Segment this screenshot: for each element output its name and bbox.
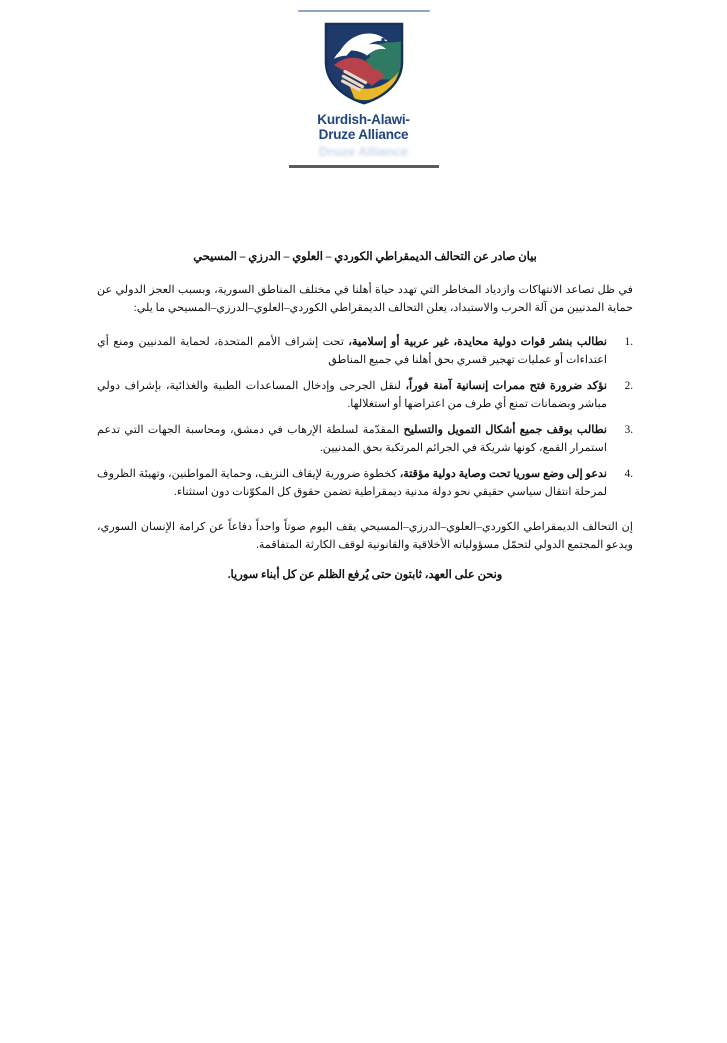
list-item [97,378,633,413]
logo-top-accent-line [298,10,430,12]
list-item-number: 3. [624,424,633,436]
letterhead [0,10,727,168]
list-item-number: 1. [624,336,633,348]
organization-wordmark-line1: Kurdish-Alawi- [317,112,410,127]
organization-wordmark-ghost: Druze Alliance [318,144,409,159]
list-item-number: 2. [624,380,633,392]
list-item-text: كخطوة ضرورية لإيقاف النزيف، وحماية المواطنين، وتهيئة الظروف لمرحلة انتقال سياسي حقيقي نحو دولة مدنية ديمقراطية تضمن حقوق كل المكوّنات دون استثناء. [97,468,607,498]
shield-dove-handshake-icon [316,16,412,108]
list-item [97,422,633,457]
closing-paragraph: إن التحالف الديمقراطي الكوردي–العلوي–الدرزي–المسيحي يقف اليوم صوتاً واحداً دفاعاً عن كرامة الإنسان السوري، ويدعو المجتمع الدولي لتحمّل مسؤولياته الأخلاقية والقانونية لوقف الكارثة المتفاقمة. [97,521,633,551]
list-item-lead: ندعو إلى وضع سوريا تحت وصاية دولية مؤقتة، [399,468,607,480]
intro-paragraph: في ظل تصاعد الانتهاكات وازدياد المخاطر التي تهدد حياة أهلنا في مختلف المناطق السورية، وبسبب العجز الدولي عن حماية المدنيين من آلة الحرب والاستبداد، يعلن التحالف الديمقراطي الكوردي–العلوي–الدرزي–المسيحي ما يلي: [97,284,633,314]
organization-wordmark-line2: Druze Alliance [318,127,409,142]
list-item-lead: نطالب بوقف جميع أشكال التمويل والتسليح [403,424,607,436]
organization-wordmark [317,112,409,142]
list-item-number: 4. [624,468,633,480]
list-item [97,466,633,501]
page-title: بيان صادر عن التحالف الديمقراطي الكوردي – العلوي – الدرزي – المسيحي [193,251,537,263]
letterhead-divider [289,165,439,168]
list-item-text: تحت إشراف الأمم المتحدة، لحماية المدنيين ومنع أي اعتداءات أو عمليات تهجير قسري بحق أهلنا في جميع المناطق [97,336,607,366]
pledge-line: ونحن على العهد، ثابتون حتى يُرفع الظلم عن كل أبناء سوريا. [227,569,503,581]
list-item-text: المقدّمة لسلطة الإرهاب في دمشق، ومحاسبة الجهات التي تدعم استمرار القمع، كونها شريكة في الجرائم المرتكبة بحق المدنيين. [97,424,607,454]
demands-list [97,334,633,501]
list-item-text: لنقل الجرحى وإدخال المساعدات الطبية والغذائية، بإشراف دولي مباشر وبضمانات تمنع أي طرف من اعتراضها أو استغلالها. [97,380,607,410]
list-item-lead: نؤكد ضرورة فتح ممرات إنسانية آمنة فوراً، [405,380,607,392]
document-content [97,248,633,584]
list-item-lead: نطالب بنشر قوات دولية محايدة، غير عربية أو إسلامية، [348,336,607,348]
organization-logo [288,10,440,168]
list-item [97,334,633,369]
